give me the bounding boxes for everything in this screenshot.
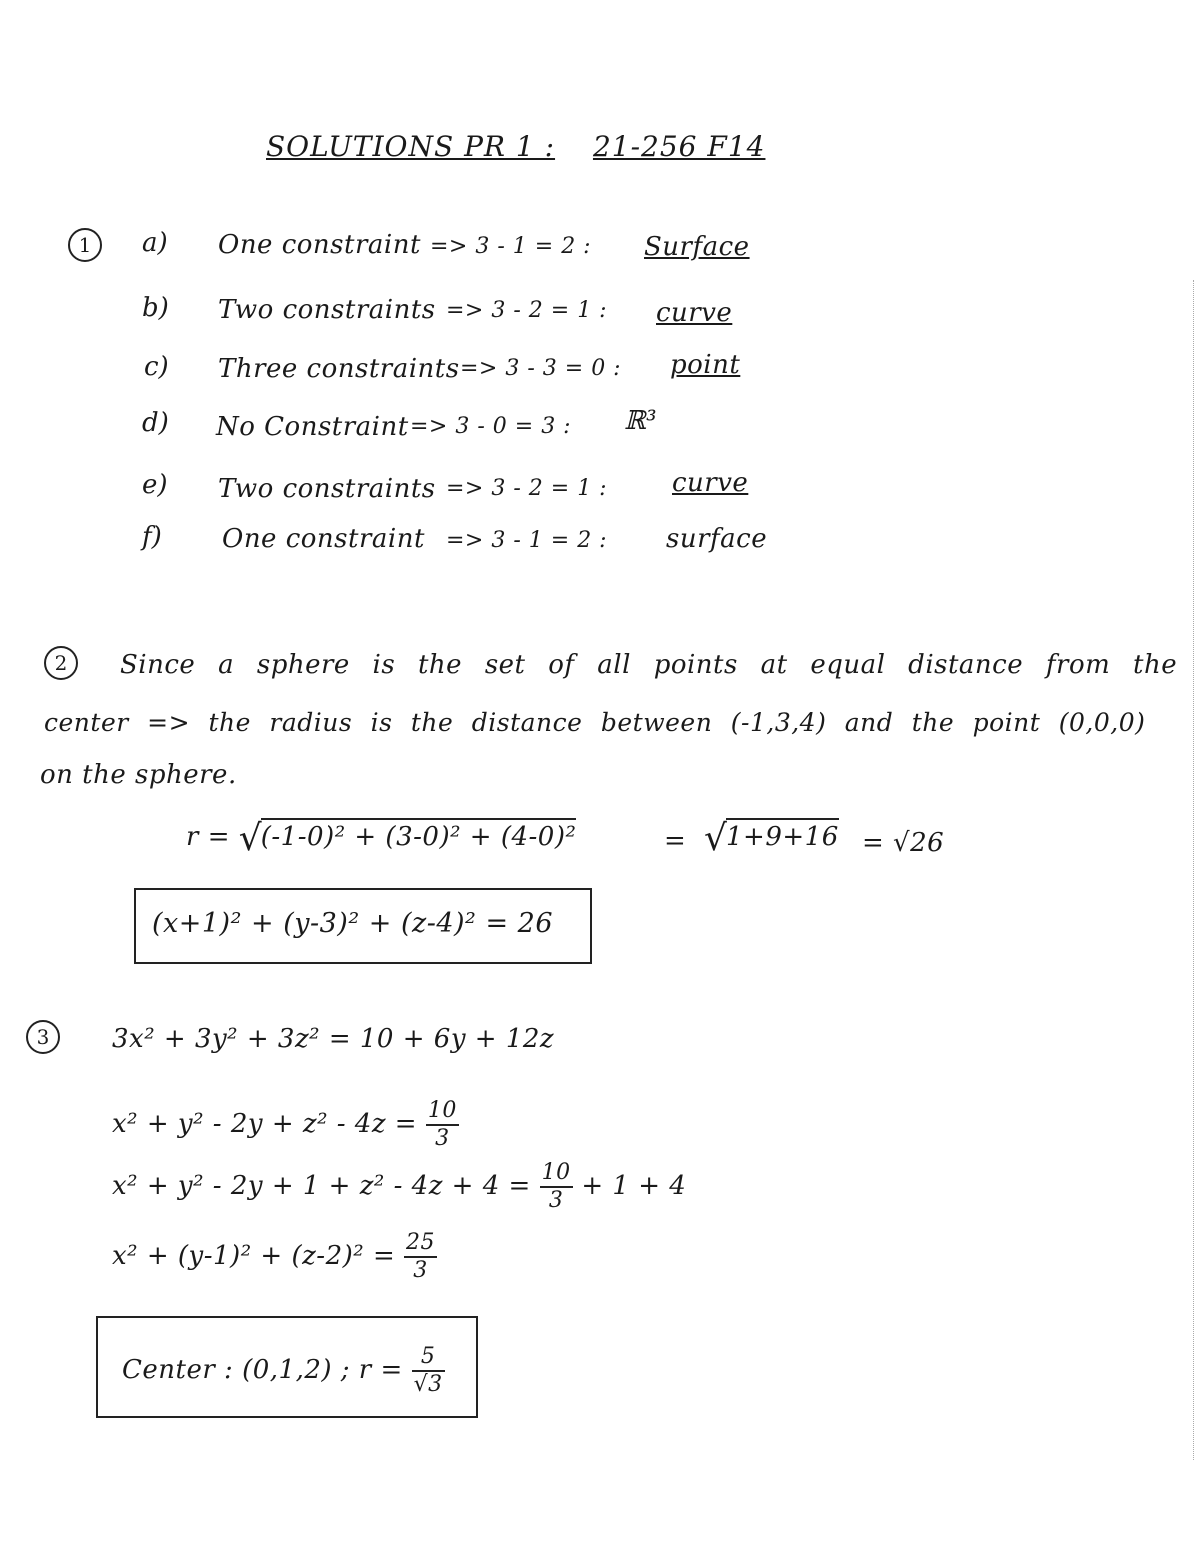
problem2-line: center => the radius is the distance between (-1,3,4) and the point (0,0,0) [44, 708, 1146, 737]
eq2-lhs: x² + y² - 2y + z² - 4z = [112, 1109, 418, 1139]
eq3-fraction [540, 1160, 573, 1214]
radius-fraction [412, 1344, 445, 1398]
item-calc: => 3 - 0 = 3 : [410, 414, 572, 439]
item-calc: => 3 - 3 = 0 : [460, 356, 622, 381]
page-title [266, 130, 793, 163]
radius-num: 5 [412, 1344, 445, 1372]
center-radius-answer [122, 1344, 445, 1398]
eq3-num: 10 [540, 1160, 573, 1188]
problem3-eq2 [112, 1098, 459, 1152]
item-letter: b) [142, 293, 169, 323]
problem2-line: Since a sphere is the set of all points at equal distance from the [120, 650, 1178, 680]
item-answer: ℝ³ [624, 406, 658, 436]
item-text: No Constraint [216, 412, 409, 442]
item-calc: => 3 - 1 = 2 : [430, 234, 592, 259]
eq4-fraction [404, 1230, 437, 1284]
radius-sum-sqrt [704, 822, 839, 852]
eq2-den: 3 [435, 1126, 450, 1151]
sphere-equation-box [134, 888, 592, 964]
problem2-line: on the sphere. [40, 760, 237, 790]
item-answer: curve [672, 468, 749, 498]
problem3-eq3 [112, 1160, 686, 1214]
eq3-den: 3 [548, 1188, 564, 1213]
eq3-lhs: x² + y² - 2y + 1 + z² - 4z + 4 = [112, 1171, 531, 1201]
item-letter: f) [142, 522, 162, 552]
item-text: One constraint [222, 524, 425, 554]
title-part1: SOLUTIONS PR 1 : [266, 130, 556, 163]
eq2-fraction [426, 1098, 459, 1152]
title-part2: 21-256 F14 [592, 130, 766, 163]
sphere-equation: (x+1)² + (y-3)² + (z-4)² = 26 [152, 908, 554, 939]
scan-edge [1193, 280, 1200, 1460]
radius-sum-radicand: 1+9+16 [726, 818, 839, 852]
item-text: Two constraints [218, 295, 436, 325]
eq4-num: 25 [404, 1230, 437, 1258]
item-calc: => 3 - 2 = 1 : [446, 476, 608, 501]
item-letter: c) [144, 352, 169, 382]
problem3-eq4 [112, 1230, 437, 1284]
radius-sqrt [239, 822, 577, 852]
radius-result: = √26 [862, 828, 945, 858]
radius-radicand: (-1-0)² + (3-0)² + (4-0)² [261, 818, 577, 852]
item-answer: surface [666, 524, 768, 554]
item-answer: Surface [644, 232, 750, 262]
center-radius-lhs: Center : (0,1,2) ; r = [122, 1355, 403, 1385]
item-text: One constraint [218, 230, 421, 260]
eq3-rhs: + 1 + 4 [581, 1171, 687, 1201]
center-radius-box [96, 1316, 478, 1418]
problem-number: 3 [26, 1020, 60, 1054]
item-answer: curve [656, 298, 733, 328]
eq4-lhs: x² + (y-1)² + (z-2)² = [112, 1241, 396, 1271]
item-text: Three constraints [218, 354, 460, 384]
item-text: Two constraints [218, 474, 436, 504]
item-calc: => 3 - 2 = 1 : [446, 298, 608, 323]
problem-number: 1 [68, 228, 102, 262]
item-letter: a) [142, 228, 168, 258]
radius-lhs: r = [186, 822, 230, 852]
item-letter: d) [142, 408, 169, 438]
item-answer: point [670, 350, 741, 380]
radius-equation [186, 822, 576, 852]
eq4-den: 3 [413, 1258, 428, 1283]
radius-den: √3 [413, 1372, 443, 1397]
problem-number: 2 [44, 646, 78, 680]
radius-sum [704, 822, 839, 852]
radius-eq-sign: = [664, 826, 687, 856]
item-calc: => 3 - 1 = 2 : [446, 528, 608, 553]
item-letter: e) [142, 470, 168, 500]
problem3-eq1: 3x² + 3y² + 3z² = 10 + 6y + 12z [112, 1024, 555, 1054]
eq2-num: 10 [426, 1098, 459, 1126]
